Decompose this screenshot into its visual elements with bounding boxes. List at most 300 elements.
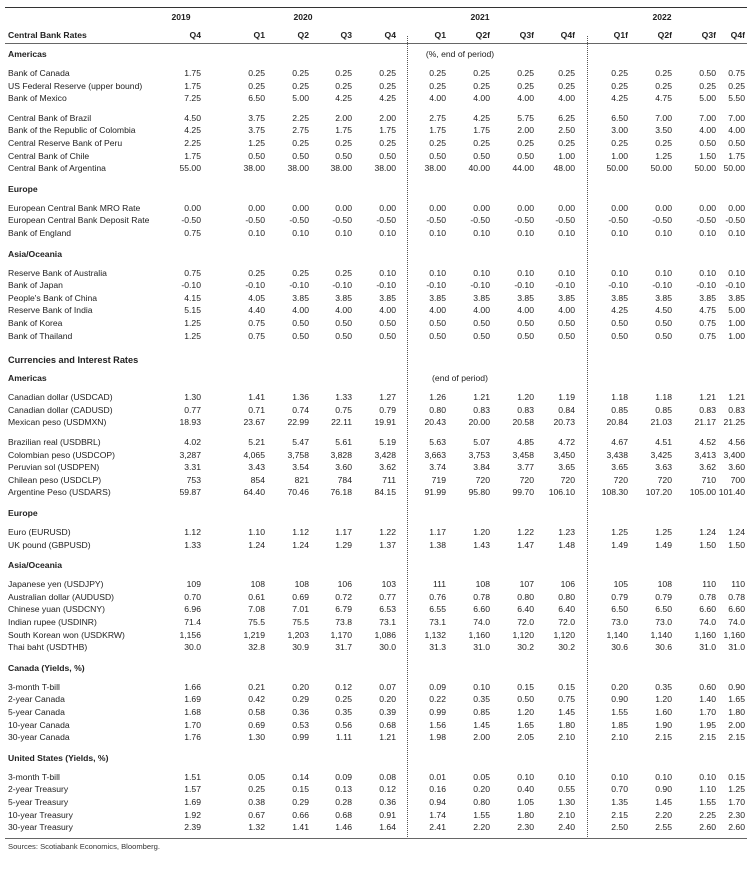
cell-value: 1,132	[424, 629, 446, 640]
cell-value: 5.07	[473, 437, 490, 447]
cell-value: 0.75	[699, 318, 716, 328]
cell-value: 38.00	[287, 163, 309, 174]
cell-value: -0.50	[376, 215, 396, 226]
cell-value: 1.65	[728, 694, 745, 705]
cell-value: 1.25	[184, 330, 201, 341]
cell-value: 2.60	[699, 822, 716, 833]
cell-value: 5.00	[699, 93, 716, 104]
cell-value: 2.20	[473, 822, 490, 833]
section-title: Currencies and Interest Rates	[8, 355, 139, 366]
cell-value: 5.00	[728, 305, 745, 316]
cell-value: 0.79	[655, 591, 672, 602]
cell-value: 30.2	[558, 642, 575, 653]
cell-value: 0.25	[292, 68, 309, 78]
cell-value: 1.35	[611, 797, 628, 807]
year-header: 2019	[171, 12, 191, 22]
cell-value: 854	[250, 474, 265, 485]
group-title: Asia/Oceania	[8, 560, 62, 571]
cell-value: 3,438	[606, 449, 628, 460]
cell-value: 1.21	[379, 732, 396, 743]
cell-value: 720	[519, 474, 534, 485]
cell-value: 1.25	[611, 527, 628, 537]
cell-value: 1.70	[728, 797, 745, 807]
cell-value: 784	[337, 474, 352, 485]
cell-value: -0.10	[181, 280, 201, 291]
cell-value: -0.50	[332, 215, 352, 226]
cell-value: 0.25	[473, 68, 490, 78]
cell-value: 21.03	[650, 417, 672, 428]
quarter-header: Q2	[297, 30, 309, 40]
cell-value: 0.10	[473, 228, 490, 238]
row-label: 10-year Canada	[8, 719, 70, 730]
cell-value: 0.25	[429, 80, 446, 91]
cell-value: 0.50	[517, 330, 534, 341]
cell-value: 1.20	[473, 527, 490, 537]
cell-value: 1.75	[184, 150, 201, 161]
cell-value: 1.00	[558, 150, 575, 161]
cell-value: 18.93	[179, 417, 201, 428]
cell-value: 0.10	[728, 228, 745, 238]
cell-value: 0.50	[473, 318, 490, 328]
row-label: Central Bank of Brazil	[8, 112, 92, 123]
cell-value: 0.25	[429, 68, 446, 78]
quarter-header: Q1f	[613, 30, 628, 40]
cell-value: 4.00	[517, 93, 534, 104]
cell-value: 0.12	[335, 681, 352, 692]
cell-value: 6.79	[335, 604, 352, 615]
cell-value: 1,156	[179, 629, 201, 640]
cell-value: 1.17	[335, 527, 352, 537]
cell-value: 2.10	[611, 732, 628, 743]
cell-value: 1.37	[379, 539, 396, 550]
cell-value: 4.52	[699, 437, 716, 447]
group-title: Europe	[8, 183, 38, 194]
cell-value: 38.00	[330, 163, 352, 174]
cell-value: 2.15	[699, 732, 716, 743]
cell-value: 3.75	[248, 125, 265, 136]
cell-value: 3.77	[517, 462, 534, 473]
cell-value: 2.60	[728, 822, 745, 833]
cell-value: 1.75	[728, 150, 745, 161]
cell-value: 2.30	[517, 822, 534, 833]
cell-value: 0.80	[517, 591, 534, 602]
quarter-header: Q1	[253, 30, 265, 40]
cell-value: 4.15	[184, 292, 201, 303]
cell-value: 0.67	[248, 809, 265, 820]
cell-value: 0.05	[248, 771, 265, 782]
cell-value: 1,160	[694, 629, 716, 640]
cell-value: 0.50	[335, 150, 352, 161]
cell-value: 74.0	[728, 617, 745, 627]
cell-value: 1,170	[330, 629, 352, 640]
cell-value: 31.7	[335, 642, 352, 653]
cell-value: 3.85	[335, 292, 352, 303]
cell-value: -0.10	[696, 280, 716, 291]
row-label: Euro (EURUSD)	[8, 527, 71, 537]
cell-value: 6.50	[611, 112, 628, 123]
cell-value: 0.25	[655, 68, 672, 78]
cell-value: 6.50	[611, 604, 628, 615]
cell-value: 1.27	[379, 392, 396, 403]
cell-value: 0.50	[517, 150, 534, 161]
cell-value: 0.15	[728, 771, 745, 782]
cell-value: 0.09	[429, 681, 446, 692]
cell-value: 0.25	[335, 138, 352, 148]
cell-value: 1.65	[517, 719, 534, 730]
cell-value: 0.80	[473, 797, 490, 807]
cell-value: 700	[730, 474, 745, 485]
cell-value: 720	[613, 474, 628, 485]
cell-value: 0.50	[699, 138, 716, 148]
cell-value: 0.60	[699, 681, 716, 692]
cell-value: 1,160	[468, 629, 490, 640]
cell-value: 1.75	[379, 125, 396, 136]
cell-value: 7.25	[184, 93, 201, 104]
row-label: Canadian dollar (USDCAD)	[8, 392, 113, 403]
cell-value: 3,828	[330, 449, 352, 460]
cell-value: 1,140	[606, 629, 628, 640]
cell-value: 821	[294, 474, 309, 485]
cell-value: 1.23	[558, 527, 575, 537]
separator-2022	[587, 36, 588, 837]
cell-value: 3.85	[655, 292, 672, 303]
cell-value: 4.00	[473, 305, 490, 316]
cell-value: 3,450	[553, 449, 575, 460]
cell-value: 3.85	[379, 292, 396, 303]
cell-value: 0.50	[611, 318, 628, 328]
cell-value: 1.25	[655, 150, 672, 161]
cell-value: -0.10	[332, 280, 352, 291]
cell-value: 0.50	[429, 330, 446, 341]
cell-value: 20.58	[512, 417, 534, 428]
cell-value: 3.62	[379, 462, 396, 473]
cell-value: 1,219	[243, 629, 265, 640]
cell-value: 3.75	[248, 112, 265, 123]
cell-value: 0.16	[429, 784, 446, 795]
cell-value: 106	[337, 579, 352, 590]
cell-value: 3.85	[292, 292, 309, 303]
cell-value: 0.50	[473, 150, 490, 161]
cell-value: 1.75	[184, 68, 201, 78]
cell-value: 0.10	[699, 267, 716, 278]
row-label: 30-year Canada	[8, 732, 70, 743]
row-label: Chilean peso (USDCLP)	[8, 474, 102, 485]
cell-value: 2.15	[655, 732, 672, 743]
cell-value: 1.00	[728, 330, 745, 341]
cell-value: 50.00	[650, 163, 672, 174]
cell-value: 91.99	[424, 487, 446, 498]
cell-value: -0.10	[426, 280, 446, 291]
cell-value: 0.50	[292, 330, 309, 341]
cell-value: 0.50	[335, 318, 352, 328]
cell-value: 0.25	[558, 138, 575, 148]
cell-value: 32.8	[248, 642, 265, 653]
cell-value: 1.21	[473, 392, 490, 403]
cell-value: 0.29	[292, 797, 309, 807]
cell-value: 1,086	[374, 629, 396, 640]
cell-value: 0.50	[728, 138, 745, 148]
cell-value: 0.78	[699, 591, 716, 602]
cell-value: 1.70	[184, 719, 201, 730]
cell-value: 0.10	[429, 267, 446, 278]
cell-value: 0.94	[429, 797, 446, 807]
cell-value: 108	[294, 579, 309, 590]
cell-value: 0.35	[335, 707, 352, 717]
year-header: 2020	[293, 12, 313, 22]
cell-value: 711	[382, 474, 396, 485]
cell-value: 4.25	[379, 93, 396, 104]
quarter-header: Q4	[384, 30, 396, 40]
cell-value: 0.09	[335, 771, 352, 782]
cell-value: 3.31	[184, 462, 201, 473]
cell-value: 0.10	[473, 681, 490, 692]
cell-value: 0.80	[558, 591, 575, 602]
cell-value: 3,413	[694, 449, 716, 460]
cell-value: 4.50	[655, 305, 672, 316]
cell-value: 4.75	[699, 305, 716, 316]
group-title: Canada (Yields, %)	[8, 662, 85, 673]
cell-value: 1.75	[429, 125, 446, 136]
row-label: Bank of Thailand	[8, 330, 73, 341]
cell-value: 0.10	[379, 228, 396, 238]
cell-value: 70.46	[287, 487, 309, 498]
cell-value: 108	[657, 579, 672, 590]
cell-value: 0.50	[517, 318, 534, 328]
row-label: 5-year Canada	[8, 707, 65, 717]
cell-value: -0.10	[289, 280, 309, 291]
cell-value: 2.55	[655, 822, 672, 833]
cell-value: -0.10	[470, 280, 490, 291]
cell-value: -0.50	[470, 215, 490, 226]
cell-value: 1.41	[248, 392, 265, 403]
cell-value: 2.25	[292, 112, 309, 123]
cell-value: 0.25	[292, 267, 309, 278]
cell-value: 110	[702, 579, 716, 590]
cell-value: -0.50	[608, 215, 628, 226]
header-rule	[5, 43, 747, 44]
cell-value: 5.21	[248, 437, 265, 447]
cell-value: 38.00	[424, 163, 446, 174]
cell-value: 1.21	[728, 392, 745, 403]
cell-value: 4.25	[473, 112, 490, 123]
cell-value: 0.07	[379, 681, 396, 692]
cell-value: 0.01	[429, 771, 446, 782]
cell-value: 0.25	[335, 694, 352, 705]
cell-value: 0.50	[379, 150, 396, 161]
cell-value: 0.77	[379, 591, 396, 602]
cell-value: 0.38	[248, 797, 265, 807]
cell-value: 4.00	[335, 305, 352, 316]
cell-value: 1.24	[728, 527, 745, 537]
cell-value: 0.66	[292, 809, 309, 820]
cell-value: 106.10	[548, 487, 575, 498]
cell-value: 0.55	[558, 784, 575, 795]
row-label: Central Bank of Chile	[8, 150, 90, 161]
cell-value: 753	[186, 474, 201, 485]
cell-value: 0.25	[655, 138, 672, 148]
cell-value: 1.55	[699, 797, 716, 807]
cell-value: 1.76	[184, 732, 201, 743]
cell-value: 1.64	[379, 822, 396, 833]
row-label: Japanese yen (USDJPY)	[8, 579, 104, 590]
cell-value: 0.50	[248, 150, 265, 161]
cell-value: 1.51	[184, 771, 201, 782]
cell-value: 0.20	[292, 681, 309, 692]
cell-value: 1.55	[611, 707, 628, 717]
cell-value: 1.80	[517, 809, 534, 820]
cell-value: 1.32	[248, 822, 265, 833]
cell-value: 2.15	[611, 809, 628, 820]
cell-value: 7.08	[248, 604, 265, 615]
cell-value: 0.25	[473, 138, 490, 148]
cell-value: 3.62	[699, 462, 716, 473]
cell-value: 0.50	[517, 694, 534, 705]
cell-value: 0.25	[335, 68, 352, 78]
cell-value: -0.50	[514, 215, 534, 226]
cell-value: 5.63	[429, 437, 446, 447]
cell-value: 73.8	[335, 617, 352, 627]
row-label: Central Bank of Argentina	[8, 163, 106, 174]
cell-value: 107.20	[645, 487, 672, 498]
cell-value: 109	[186, 579, 201, 590]
cell-value: 4.00	[473, 93, 490, 104]
cell-value: 0.15	[292, 784, 309, 795]
cell-value: 1.50	[699, 539, 716, 550]
cell-value: 1.30	[558, 797, 575, 807]
cell-value: 0.10	[728, 267, 745, 278]
cell-value: 0.90	[728, 681, 745, 692]
cell-value: 111	[432, 579, 446, 590]
cell-value: 0.00	[728, 202, 745, 213]
cell-value: 0.25	[558, 68, 575, 78]
cell-value: 0.20	[379, 694, 396, 705]
cell-value: 1.30	[184, 392, 201, 403]
cell-value: 0.50	[655, 318, 672, 328]
cell-value: 0.00	[517, 202, 534, 213]
cell-value: 4.40	[248, 305, 265, 316]
cell-value: 4.75	[655, 93, 672, 104]
cell-value: -0.10	[376, 280, 396, 291]
group-title: Asia/Oceania	[8, 248, 62, 259]
cell-value: 1.10	[699, 784, 716, 795]
cell-value: 0.50	[429, 318, 446, 328]
cell-value: 0.25	[292, 138, 309, 148]
cell-value: 1.43	[473, 539, 490, 550]
cell-value: 0.83	[473, 404, 490, 415]
cell-value: 0.10	[335, 228, 352, 238]
cell-value: 0.10	[611, 771, 628, 782]
cell-value: 0.69	[248, 719, 265, 730]
cell-value: 1.22	[379, 527, 396, 537]
cell-value: 1.21	[699, 392, 716, 403]
cell-value: 0.25	[699, 80, 716, 91]
cell-value: 0.25	[473, 80, 490, 91]
cell-value: 6.96	[184, 604, 201, 615]
cell-value: 2.25	[699, 809, 716, 820]
cell-value: 1.66	[184, 681, 201, 692]
cell-value: 1.30	[248, 732, 265, 743]
cell-value: 1,120	[512, 629, 534, 640]
cell-value: 0.15	[517, 681, 534, 692]
cell-value: 0.25	[611, 138, 628, 148]
cell-value: 4.50	[184, 112, 201, 123]
cell-value: 22.11	[331, 417, 352, 428]
cell-value: 0.83	[728, 404, 745, 415]
cell-value: 0.08	[379, 771, 396, 782]
cell-value: 107	[519, 579, 534, 590]
cell-value: 75.5	[292, 617, 309, 627]
cell-value: 0.75	[558, 694, 575, 705]
cell-value: 1.80	[728, 707, 745, 717]
cell-value: 6.25	[558, 112, 575, 123]
cell-value: 4.25	[335, 93, 352, 104]
row-label: Peruvian sol (USDPEN)	[8, 462, 100, 473]
row-label: 10-year Treasury	[8, 809, 73, 820]
cell-value: 108	[250, 579, 265, 590]
row-label: Bank of Japan	[8, 280, 63, 291]
cell-value: 7.00	[699, 112, 716, 123]
row-label: Bank of Mexico	[8, 93, 67, 104]
cell-value: 0.10	[655, 267, 672, 278]
cell-value: 30.0	[379, 642, 396, 653]
cell-value: 4.67	[611, 437, 628, 447]
quarter-header: Q4f	[730, 30, 745, 40]
row-label: Bank of the Republic of Colombia	[8, 125, 136, 136]
cell-value: 3,758	[287, 449, 309, 460]
cell-value: 0.75	[248, 318, 265, 328]
cell-value: 1.12	[184, 527, 201, 537]
cell-value: 1.19	[558, 392, 575, 403]
cell-value: 2.25	[184, 138, 201, 148]
cell-value: 38.00	[374, 163, 396, 174]
row-label: Mexican peso (USDMXN)	[8, 417, 107, 428]
row-label: Canadian dollar (CADUSD)	[8, 404, 113, 415]
cell-value: 106	[560, 579, 575, 590]
cell-value: 2.00	[473, 732, 490, 743]
cell-value: 1,160	[723, 629, 745, 640]
cell-value: 2.75	[292, 125, 309, 136]
cell-value: 20.43	[424, 417, 446, 428]
cell-value: 2.00	[335, 112, 352, 123]
cell-value: 1.25	[655, 527, 672, 537]
cell-value: 0.74	[292, 404, 309, 415]
cell-value: 1.69	[184, 797, 201, 807]
cell-value: 0.10	[699, 228, 716, 238]
cell-value: 0.00	[184, 202, 201, 213]
row-label: US Federal Reserve (upper bound)	[8, 80, 143, 91]
cell-value: 0.58	[248, 707, 265, 717]
cell-value: 0.85	[611, 404, 628, 415]
cell-value: 7.00	[655, 112, 672, 123]
cell-value: 0.10	[517, 771, 534, 782]
cell-value: 2.30	[728, 809, 745, 820]
cell-value: 30.6	[655, 642, 672, 653]
cell-value: 0.25	[379, 80, 396, 91]
cell-value: 2.10	[558, 809, 575, 820]
cell-value: 1.33	[184, 539, 201, 550]
cell-value: 3,753	[468, 449, 490, 460]
cell-value: 7.00	[728, 112, 745, 123]
cell-value: 0.10	[473, 267, 490, 278]
cell-value: 5.19	[379, 437, 396, 447]
row-label: 5-year Treasury	[8, 797, 69, 807]
cell-value: 1.90	[655, 719, 672, 730]
cell-value: 0.50	[292, 150, 309, 161]
cell-value: -0.50	[555, 215, 575, 226]
cell-value: 0.50	[611, 330, 628, 341]
top-rule	[5, 7, 747, 8]
cell-value: 0.25	[655, 80, 672, 91]
